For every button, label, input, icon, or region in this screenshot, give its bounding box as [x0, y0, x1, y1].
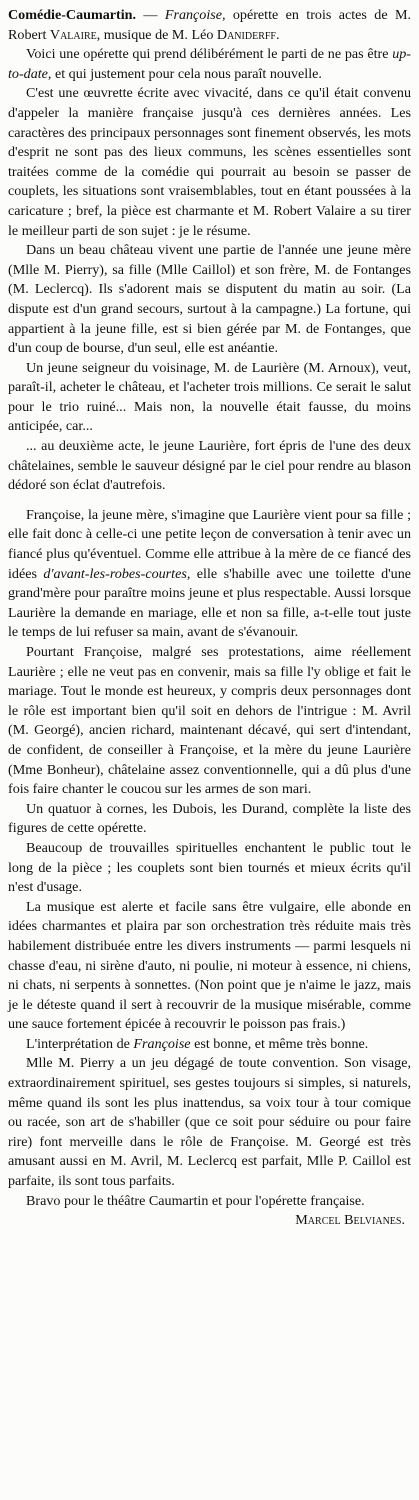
paragraph-5	[8, 437, 411, 496]
paragraph-12	[8, 1054, 411, 1191]
intro-end: .	[275, 26, 280, 43]
paragraph-7	[8, 643, 411, 800]
text: Mlle M. Pierry a un jeu dégagé de toute convention. Son visage, extraordinairement spirituel, ses gestes toujours si simples, si naturels, même quand ils sont les plus inattendus, sa voix tour à tour comique ou racée, son art de s'habiller (que ce soit pour séduire ou pour faire rire) font merveille dans le rôle de Françoise. M. Georgé est très amusant aussi en M. Avril, M. Leclercq est parfait, Mlle P. Caillol est parfaite, ils sont tous parfaits.	[8, 1055, 411, 1190]
text: ... au deuxième acte, le jeune Laurière, fort épris de l'une des deux châtelaines, semble le sauveur désigné par le ciel pour rendre au blason dédoré son éclat d'autrefois.	[8, 438, 411, 494]
paragraph-10	[8, 898, 411, 1035]
text: Dans un beau château vivent une partie de l'année une jeune mère (Mlle M. Pierry), sa fille (Mlle Caillol) et son frère, M. de Fontanges (M. Leclercq). Ils s'adorent mais se disputent du matin au soir. (La dispute est d'un grand secours, surtout à la campagne.) La fortune, qui appartient à la jeune fille, est si bien gérée par M. de Fontanges, que d'un coup de bourse, d'un seul, elle est anéantie.	[8, 242, 411, 357]
paragraph-8	[8, 800, 411, 839]
text: est bonne, et même très bonne.	[190, 1035, 369, 1052]
author-name: Valaire	[49, 26, 97, 43]
review-heading	[8, 6, 411, 45]
paragraph-9	[8, 839, 411, 898]
paragraph-13	[8, 1192, 411, 1212]
intro-text: opérette en trois actes de M. Robert	[8, 7, 411, 43]
text: , elle s'habille avec une toilette d'une grand'mère pour paraître moins jeune et plus respectable. Aussi lorsque Laurière la demande en mariage, elle et non sa fille, a-t-elle tout juste le temps de lui refuser sa main, avant de s'évanouir.	[8, 565, 412, 641]
text: Un jeune seigneur du voisinage, M. de Laurière (M. Arnoux), veut, paraît-il, acheter le château, et l'acheter trois millions. Ce serait le salut pour le trio ruiné... Mais non, la nouvelle était fausse, du moins anticipée, car...	[8, 359, 411, 435]
emphasis: up-to-date	[8, 46, 411, 82]
paragraph-6	[8, 506, 411, 643]
text: Françoise, la jeune mère, s'imagine que Laurière vient pour sa fille ; elle fait donc à celle-ci une petite leçon de conversation à tenir avec un fiancé plus qu'éventuel. Comme elle attribue à la mère de ce fiancé des idées	[8, 506, 411, 582]
text: C'est une œuvrette écrite avec vivacité, dans ce qu'il était convenu d'appeler la manière française jusqu'à ces dernières années. Les caractères des principaux personnages sont finement observés, les mots d'esprit ne sont pas des lieux communs, les scènes essentielles sont traitées comme de la comédie qui pourrait au besoin se passer de couplets, les situations sont vraisemblables, tout en étant poussées à la caricature ; bref, la pièce est charmante et M. Robert Valaire a su tirer le meilleur parti de son sujet : je le résume.	[8, 85, 411, 239]
text: La musique est alerte et facile sans être vulgaire, elle abonde en idées charmantes et plaira par son orchestration très réduite mais très habilement distribuée entre les divers instruments — parmi lesquels ni chasse d'eau, ni sirène d'auto, ni poulie, ni moteur à essence, ni chiens, ni chats, ni serpents à sonnettes. (Non point que je n'aime le jazz, mais je le déteste quand il sert à recouvrir de la musique misérable, comme une sauce fortement épicée à recouvrir le poisson pas frais.)	[8, 898, 411, 1033]
composer-name: Daniderff	[216, 26, 276, 43]
paragraph-2	[8, 84, 411, 241]
emphasis: Françoise	[133, 1035, 191, 1052]
signature: Marcel Belvianes.	[295, 1212, 405, 1229]
text: , et qui justement pour cela nous paraît nouvelle.	[47, 65, 322, 82]
text: L'interprétation de	[26, 1035, 134, 1052]
text: Voici une opérette qui prend délibérément le parti de ne pas être	[26, 46, 393, 63]
paragraph-3	[8, 241, 411, 359]
paragraph-11	[8, 1035, 411, 1055]
text: Bravo pour le théâtre Caumartin et pour l'opérette française.	[26, 1192, 365, 1209]
venue-name: Comédie-Caumartin.	[8, 7, 136, 23]
text: Beaucoup de trouvailles spirituelles enchantent le public tout le long de la pièce ; les couplets sont bien tournés et mieux écrits qu'il n'est d'usage.	[8, 839, 411, 896]
section-gap	[8, 496, 411, 506]
paragraph-4	[8, 359, 411, 437]
text: Pourtant Françoise, malgré ses protestations, aime réellement Laurière ; elle ne veut pas en convenir, mais sa fille l'y oblige et fait le mariage. Tout le monde est heureux, y compris deux personnages dont le rôle est important bien qu'il soit en dehors de l'intrigue : M. Avril (M. Georgé), ancien richard, maintenant décavé, qui sert d'intendant, de confident, de conseiller à Françoise, et la mère du jeune Laurière (Mme Bonheur), châtelaine assez conventionnelle, qui a dû plus d'une fois faire chanter le coucou sur les armes de son mari.	[8, 644, 411, 798]
emphasis: d'avant-les-robes-courtes	[43, 565, 187, 582]
paragraph-1	[8, 45, 411, 84]
work-title: Françoise,	[164, 7, 226, 23]
text: Un quatuor à cornes, les Dubois, les Durand, complète la liste des figures de cette opérette.	[8, 800, 411, 837]
dash: —	[136, 7, 165, 23]
intro-text-2: , musique de M. Léo	[96, 26, 217, 43]
